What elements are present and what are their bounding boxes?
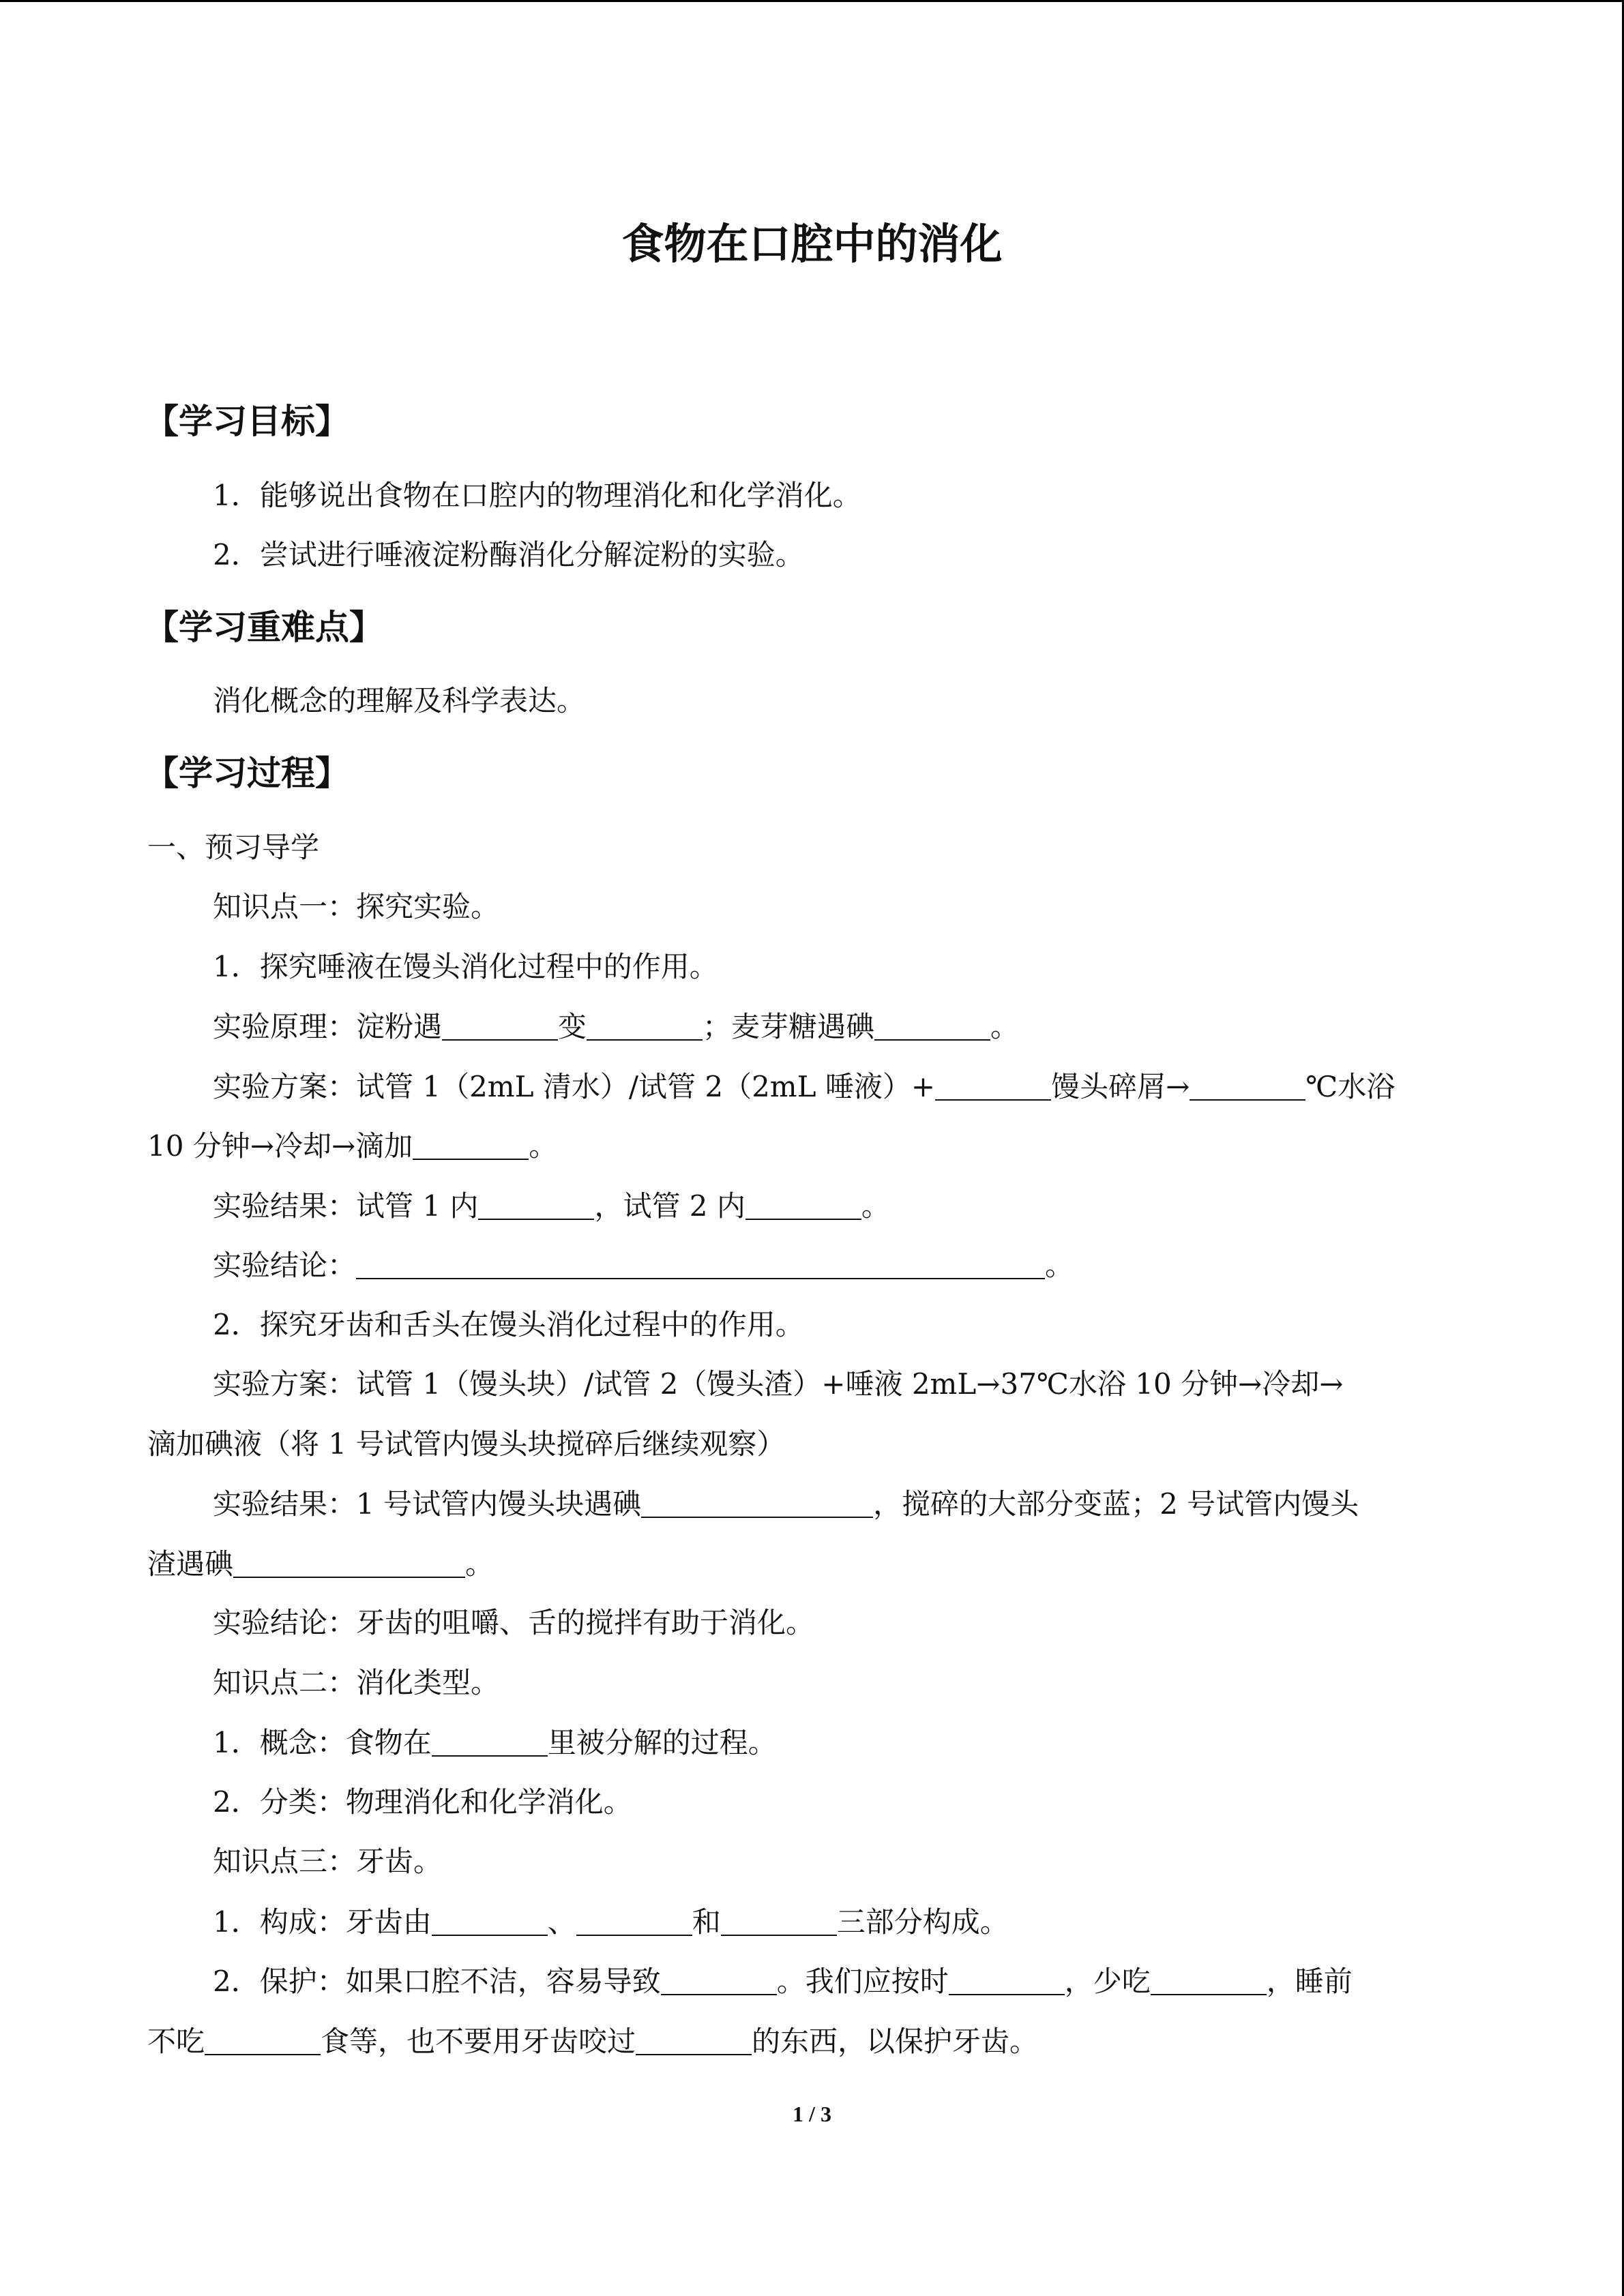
fill-blank[interactable] <box>576 1907 692 1936</box>
fill-blank[interactable] <box>641 1489 873 1518</box>
fill-blank[interactable] <box>636 2027 752 2055</box>
experiment-plan-2-cont: 滴加碘液（将 1 号试管内馒头块搅碎后继续观察） <box>147 1427 786 1461</box>
goal-item: 2．尝试进行唾液淀粉酶消化分解淀粉的实验。 <box>213 538 804 571</box>
fill-blank[interactable] <box>478 1191 594 1220</box>
section-heading-key-points: 【学习重难点】 <box>145 608 383 647</box>
knowledge-point-1: 知识点一：探究实验。 <box>213 890 500 923</box>
document-title: 食物在口腔中的消化 <box>621 219 1003 269</box>
teeth-protection-cont: 不吃 食等，也不要用牙齿咬过 的东西，以保护牙齿。 <box>147 2025 1039 2058</box>
fill-blank[interactable] <box>661 1967 777 1995</box>
fill-blank[interactable] <box>1151 1967 1267 1995</box>
fill-blank[interactable] <box>745 1191 861 1220</box>
subsection-preview: 一、预习导学 <box>147 831 320 864</box>
digestion-classification: 2．分类：物理消化和化学消化。 <box>213 1785 632 1819</box>
fill-blank[interactable] <box>1190 1072 1305 1101</box>
page-number: 1 / 3 <box>793 2102 831 2126</box>
experiment-principle: 实验原理：淀粉遇 变 ；麦芽糖遇碘 。 <box>213 1010 1020 1043</box>
fill-blank[interactable] <box>413 1131 529 1160</box>
page-border-top <box>0 0 1624 2</box>
experiment-result-2: 实验结果：1 号试管内馒头块遇碘 ，搅碎的大部分变蓝；2 号试管内馒头 <box>213 1487 1359 1521</box>
experiment-conclusion-1: 实验结论： 。 <box>213 1249 1074 1282</box>
goal-item: 1．能够说出食物在口腔内的物理消化和化学消化。 <box>213 479 861 512</box>
fill-blank[interactable] <box>356 1251 1045 1279</box>
experiment-conclusion-2: 实验结论：牙齿的咀嚼、舌的搅拌有助于消化。 <box>213 1606 815 1639</box>
teeth-structure: 1．构成：牙齿由 、 和 三部分构成。 <box>213 1905 1009 1939</box>
fill-blank[interactable] <box>935 1072 1051 1101</box>
fill-blank[interactable] <box>233 1549 465 1578</box>
fill-blank[interactable] <box>721 1907 837 1936</box>
experiment-1-title: 1．探究唾液在馒头消化过程中的作用。 <box>213 950 718 983</box>
fill-blank[interactable] <box>432 1728 548 1757</box>
experiment-plan-2: 实验方案：试管 1（馒头块）/试管 2（馒头渣）+唾液 2mL→37℃水浴 10 分钟→冷却→ <box>213 1367 1344 1401</box>
experiment-plan-1-cont: 10 分钟→冷却→滴加 。 <box>147 1129 558 1163</box>
digestion-concept: 1．概念：食物在 里被分解的过程。 <box>213 1726 777 1759</box>
fill-blank[interactable] <box>874 1012 990 1041</box>
section-heading-goals: 【学习目标】 <box>145 402 349 441</box>
experiment-plan-1: 实验方案：试管 1（2mL 清水）/试管 2（2mL 唾液）+ 馒头碎屑→ ℃水浴 <box>213 1070 1396 1103</box>
experiment-2-title: 2．探究牙齿和舌头在馒头消化过程中的作用。 <box>213 1308 804 1341</box>
fill-blank[interactable] <box>949 1967 1065 1995</box>
knowledge-point-3: 知识点三：牙齿。 <box>213 1845 443 1878</box>
fill-blank[interactable] <box>432 1907 548 1936</box>
section-heading-process: 【学习过程】 <box>145 754 349 793</box>
experiment-result-1: 实验结果：试管 1 内 ，试管 2 内 。 <box>213 1189 890 1223</box>
fill-blank[interactable] <box>587 1012 703 1041</box>
fill-blank[interactable] <box>205 2027 321 2055</box>
experiment-result-2-cont: 渣遇碘 。 <box>147 1547 494 1581</box>
fill-blank[interactable] <box>442 1012 558 1041</box>
knowledge-point-2: 知识点二：消化类型。 <box>213 1666 500 1699</box>
key-points-text: 消化概念的理解及科学表达。 <box>213 684 586 717</box>
teeth-protection: 2．保护：如果口腔不洁，容易导致 。我们应按时 ，少吃 ，睡前 <box>213 1965 1353 1998</box>
